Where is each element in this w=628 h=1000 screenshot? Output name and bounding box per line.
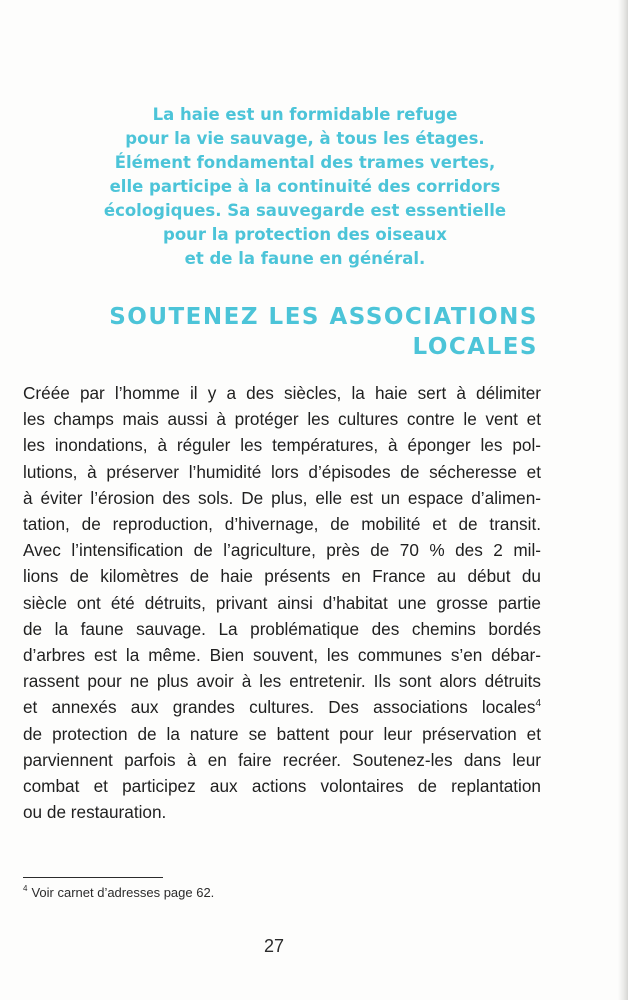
footnote-divider [23,877,163,878]
paragraph-line: tation, de reproduction, d’hivernage, de mobilité et de transit. [23,514,541,535]
paragraph-line: parviennent parfois à en faire recréer. Soutenez-les dans leur [23,749,541,770]
page-edge [618,0,628,1000]
footnote-reference[interactable]: 4 [535,697,541,709]
paragraph-line: lutions, à préserver l’humidité lors d’épisodes de sécheresse et [23,461,541,482]
paragraph-line: d’arbres est la même. Bien souvent, les communes s’en débar- [23,645,541,666]
intro-line: pour la protection des oiseaux [163,225,447,244]
paragraph-line: siècle ont été détruits, privant ainsi d’habitat une grosse partie [23,592,541,613]
paragraph-line: les champs mais aussi à protéger les cultures contre le vent et [23,409,541,430]
paragraph-line: Avec l’intensification de l’agriculture, près de 70 % des 2 mil- [23,540,541,561]
intro-line: écologiques. Sa sauvegarde est essentielle [103,201,507,220]
paragraph-line: de protection de la nature se battent pour leur préservation et [23,723,541,744]
heading-line: SOUTENEZ LES ASSOCIATIONS [109,304,538,330]
intro-line: et de la faune en général. [184,249,426,268]
intro-line: Élément fondamental des trames vertes, [114,153,496,172]
footnote-text: Voir carnet d’adresses page 62. [31,885,215,900]
intro-line: La haie est un formidable refuge [152,105,458,124]
paragraph-line: rassent pour ne plus avoir à les entretenir. Ils sont alors détruits [23,671,541,692]
paragraph-line-with-note [23,694,541,720]
paragraph-line: lions de kilomètres de haie présents en France au début du [23,566,541,587]
body-paragraph [23,380,541,825]
paragraph-line: Créée par l’homme il y a des siècles, la haie sert à délimiter [23,383,541,403]
heading-line: LOCALES [412,334,538,360]
paragraph-line: combat et participez aux actions volontaires de replantation [23,776,541,797]
paragraph-line: ou de restauration. [23,802,167,823]
section-heading [60,302,538,362]
paragraph-line: à éviter l’érosion des sols. De plus, elle est un espace d’alimen- [23,487,541,508]
paragraph-line-text: et annexés aux grandes cultures. Des associations locales [23,697,536,718]
intro-line: elle participe à la continuité des corridors [109,177,501,196]
footnote-number: 4 [23,883,28,893]
intro-line: pour la vie sauvage, à tous les étages. [125,129,485,148]
page-number: 27 [263,936,285,956]
paragraph-line: de la faune sauvage. La problématique des chemins bordés [23,618,541,639]
intro-callout [100,103,510,271]
footnote [23,884,214,902]
paragraph-line: les inondations, à réguler les températures, à éponger les pol- [23,435,541,456]
